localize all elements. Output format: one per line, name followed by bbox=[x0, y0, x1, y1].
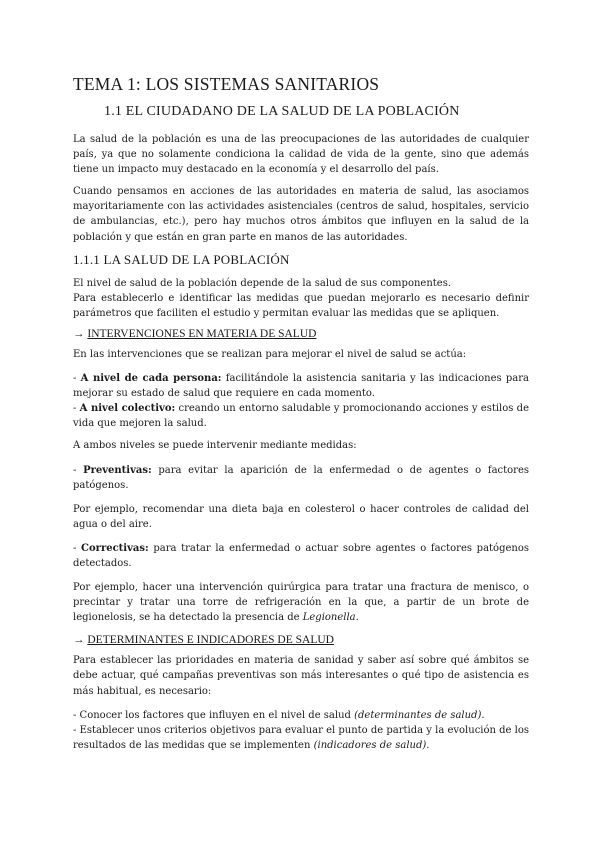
salud-paragraph-1: El nivel de salud de la población depende de la salud de sus componentes. bbox=[73, 277, 452, 289]
determinantes-heading-text: DETERMINANTES E INDICADORES DE SALUD bbox=[87, 634, 334, 647]
correctivas-text: para tratar la enfermedad o actuar sobre agentes o factores patógenos detectados. bbox=[73, 542, 529, 569]
determinantes-item-1 bbox=[73, 708, 529, 723]
period: . bbox=[355, 612, 359, 624]
period: . bbox=[426, 739, 430, 751]
list-dash: - bbox=[73, 464, 84, 476]
item-text-colectivo: creando un entorno saludable y promocionando acciones y estilos de vida que mejoren la salud. bbox=[73, 403, 529, 430]
legionella-term: Legionella bbox=[302, 612, 356, 624]
determinantes-item-2-text: - Establecer unos criterios objetivos para evaluar el punto de partida y la evolución de los resultados de las medidas que se implementen bbox=[73, 724, 529, 751]
period: . bbox=[481, 709, 485, 721]
list-dash: - bbox=[73, 373, 81, 385]
preventivas-ejemplo: Por ejemplo, recomendar una dieta baja en colesterol o hacer controles de calidad del agua o del aire. bbox=[73, 503, 529, 530]
intro-paragraph-1: La salud de la población es una de las preocupaciones de las autoridades de cualquier país, ya que no solamente condiciona la calidad de vida de la gente, sino que además tiene un impacto muy destacado en la economía y el desarrollo del país. bbox=[73, 134, 529, 176]
indicadores-term: (indicadores de salud) bbox=[313, 739, 427, 751]
medidas-correctivas bbox=[73, 541, 529, 571]
intro-paragraph-2: Cuando pensamos en acciones de las autoridades en materia de salud, las asociamos mayoritariamente con las actividades asistenciales (centros de salud, hospitales, servicio de ambulancias, etc.), pero hay muchos otros ámbitos que influyen en la salud de la población y que están en gran parte en manos de las autoridades. bbox=[73, 186, 529, 243]
determinantes-intro: Para establecer las prioridades en materia de sanidad y saber así sobre qué ámbitos se debe actuar, qué campañas preventivas son más interesantes o qué tipo de asistencia es más habitual, es necesario: bbox=[73, 655, 529, 697]
correctivas-ejemplo bbox=[73, 580, 529, 625]
intervenciones-heading bbox=[73, 328, 529, 340]
arrow-icon: → bbox=[73, 634, 88, 647]
intervenciones-item-colectivo bbox=[73, 401, 529, 431]
document-page bbox=[73, 74, 529, 760]
determinantes-item-2 bbox=[73, 723, 529, 753]
item-label-persona: A nivel de cada persona: bbox=[80, 373, 222, 385]
correctivas-ejemplo-text: Por ejemplo, hacer una intervención quirúrgica para tratar una fractura de menisco, o precintar y tratar una torre de refrigeración en la que, a partir de un brote de legionelosis, se ha detectado la presencia de bbox=[73, 582, 529, 624]
arrow-icon: → bbox=[73, 327, 88, 340]
item-text-persona: facilitándole la asistencia sanitaria y las indicaciones para mejorar su estado de salud que requiere en cada momento. bbox=[73, 373, 530, 400]
salud-paragraph-2: Para establecerlo e identificar las medidas que puedan mejorarlo es necesario definir parámetros que faciliten el estudio y permitan evaluar las medidas que se apliquen. bbox=[73, 292, 529, 319]
intervenciones-intro: En las intervenciones que se realizan para mejorar el nivel de salud se actúa: bbox=[73, 348, 467, 360]
preventivas-label: Preventivas: bbox=[83, 464, 152, 476]
medidas-preventivas bbox=[73, 463, 529, 493]
list-dash: - bbox=[73, 542, 82, 554]
subsection-title: 1.1.1 LA SALUD DE LA POBLACIÓN bbox=[73, 251, 290, 267]
determinantes-heading bbox=[73, 634, 529, 646]
intervenciones-item-persona bbox=[73, 371, 529, 401]
determinantes-term: (determinantes de salud) bbox=[354, 709, 482, 721]
determinantes-item-1-text: - Conocer los factores que influyen en el nivel de salud bbox=[73, 709, 355, 721]
page-title: TEMA 1: LOS SISTEMAS SANITARIOS bbox=[73, 74, 380, 94]
list-dash: - bbox=[73, 403, 80, 415]
preventivas-text: para evitar la aparición de la enfermedad o de agentes o factores patógenos. bbox=[73, 464, 530, 491]
correctivas-label: Correctivas: bbox=[81, 542, 149, 554]
intervenciones-heading-text: INTERVENCIONES EN MATERIA DE SALUD bbox=[87, 327, 317, 340]
item-label-colectivo: A nivel colectivo: bbox=[79, 403, 176, 415]
section-title: 1.1 EL CIUDADANO DE LA SALUD DE LA POBLACIÓN bbox=[104, 104, 460, 119]
ambos-niveles-text: A ambos niveles se puede intervenir mediante medidas: bbox=[73, 440, 357, 452]
